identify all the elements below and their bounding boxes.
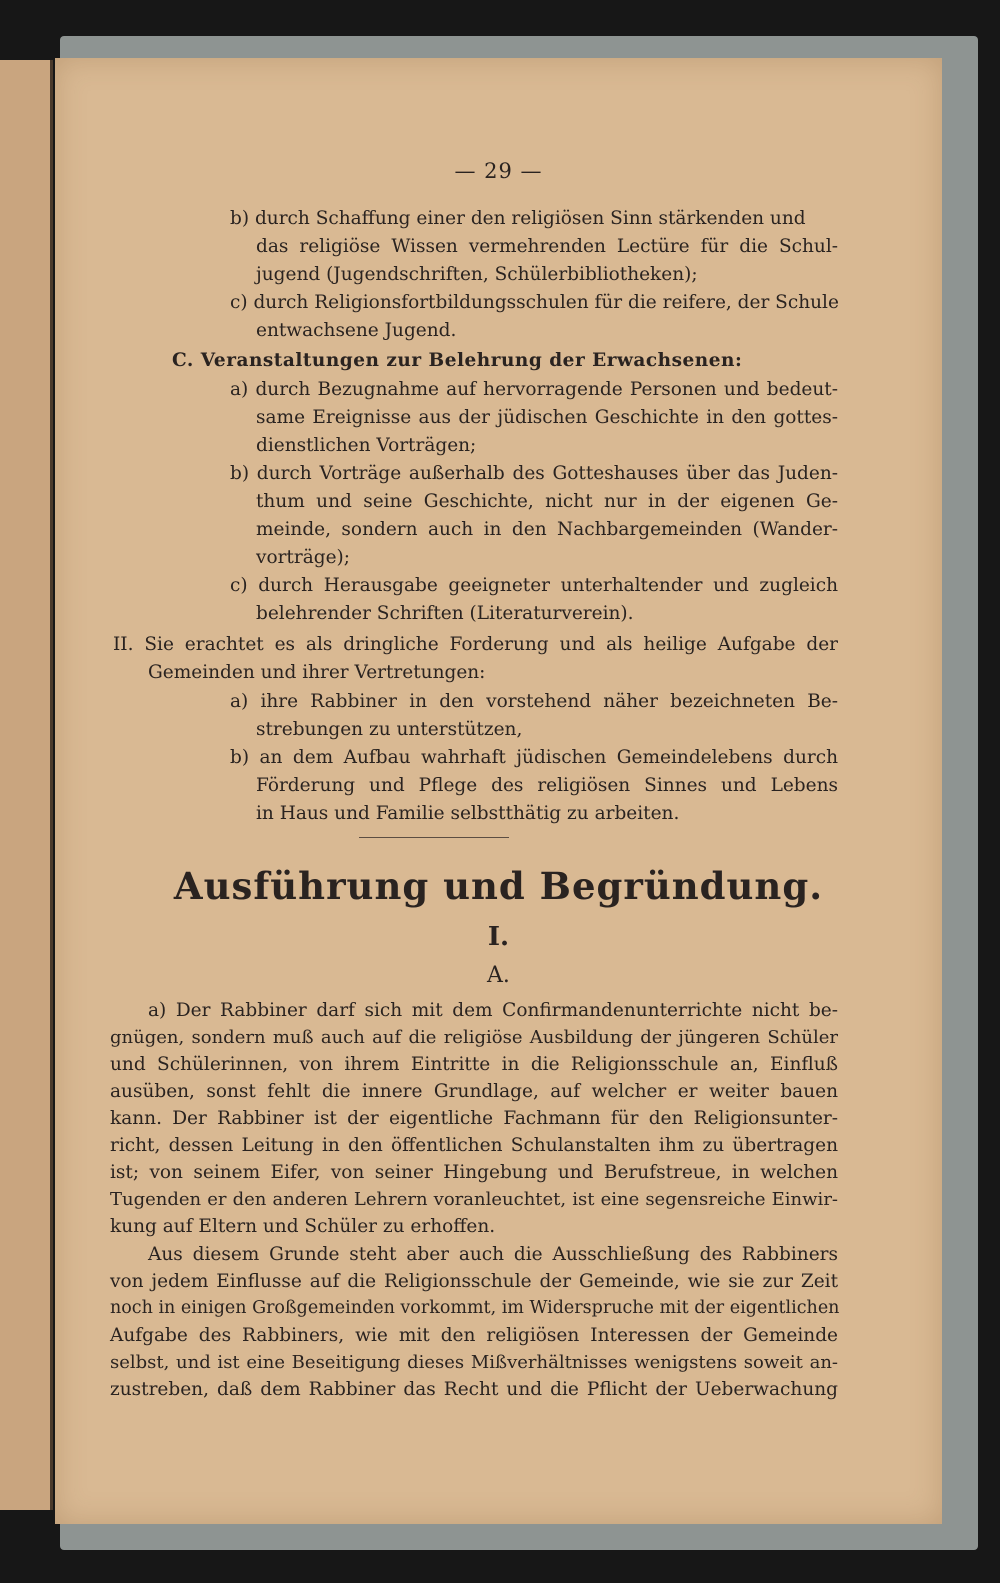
text-line: ausüben, sonst fehlt die innere Grundlage, auf welcher er weiter bauen — [110, 1081, 838, 1102]
text-line: in Haus und Familie selbstthätig zu arbeiten. — [256, 803, 680, 824]
page-number: — 29 — — [454, 159, 543, 183]
chapter-title: Ausführung und Begründung. — [173, 864, 824, 908]
text-line: selbst, und ist eine Beseitigung dieses Mißverhältnisses wenigstens soweit an- — [110, 1352, 838, 1373]
text-line: c) durch Herausgabe geeigneter unterhaltender und zugleich — [230, 575, 838, 596]
text-line: noch in einigen Großgemeinden vorkommt, im Widerspruche mit der eigentlichen — [110, 1298, 840, 1318]
text-line: von jedem Einflusse auf die Religionsschule der Gemeinde, wie sie zur Zeit — [110, 1271, 838, 1292]
text-line: entwachsene Jugend. — [256, 320, 457, 341]
section-heading-c: C. Veranstaltungen zur Belehrung der Erwachsenen: — [172, 350, 743, 371]
text-line: kung auf Eltern und Schüler zu erhoffen. — [110, 1216, 496, 1237]
text-line: a) durch Bezugnahme auf hervorragende Personen und bedeut- — [230, 379, 838, 400]
text-line: same Ereignisse aus der jüdischen Geschichte in den gottes- — [256, 407, 838, 428]
text-line: gnügen, sondern muß auch auf die religiöse Ausbildung der jüngeren Schüler — [110, 1027, 838, 1048]
text-line: meinde, sondern auch in den Nachbargemeinden (Wander- — [256, 519, 838, 540]
text-line: belehrender Schriften (Literaturverein). — [256, 603, 634, 624]
section-divider — [359, 837, 509, 838]
roman-numeral-heading: I. — [487, 922, 510, 952]
left-page-edge — [0, 60, 53, 1510]
text-line: Aufgabe des Rabbiners, wie mit den religiösen Interessen der Gemeinde — [110, 1325, 838, 1346]
section-a-heading: A. — [487, 963, 510, 988]
text-line: Gemeinden und ihrer Vertretungen: — [148, 662, 486, 683]
text-line: a) ihre Rabbiner in den vorstehend näher bezeichneten Be- — [230, 691, 838, 712]
text-line: richt, dessen Leitung in den öffentlichen Schulanstalten ihm zu übertragen — [110, 1135, 838, 1156]
text-line: b) durch Schaffung einer den religiösen Sinn stärkenden und — [230, 208, 806, 229]
text-line: b) an dem Aufbau wahrhaft jüdischen Gemeindelebens durch — [230, 747, 838, 768]
text-line: Förderung und Pflege des religiösen Sinnes und Lebens — [256, 775, 838, 796]
text-line: das religiöse Wissen vermehrenden Lectüre für die Schul- — [256, 236, 838, 257]
book-page — [55, 58, 942, 1524]
text-line: a) Der Rabbiner darf sich mit dem Confirmandenunterrichte nicht be- — [148, 1000, 838, 1021]
text-line: Tugenden er den anderen Lehrern voranleuchtet, ist eine segensreiche Einwir- — [110, 1189, 838, 1210]
text-line: kann. Der Rabbiner ist der eigentliche Fachmann für den Religionsunter- — [110, 1108, 838, 1129]
text-line: Aus diesem Grunde steht aber auch die Ausschließung des Rabbiners — [148, 1244, 838, 1265]
text-line: strebungen zu unterstützen, — [256, 719, 523, 740]
text-line: vorträge); — [256, 547, 350, 568]
text-line: jugend (Jugendschriften, Schülerbibliotheken); — [256, 264, 698, 285]
text-line: zustreben, daß dem Rabbiner das Recht und die Pflicht der Ueberwachung — [110, 1379, 838, 1400]
text-line: b) durch Vorträge außerhalb des Gotteshauses über das Juden- — [230, 463, 838, 484]
text-line: c) durch Religionsfortbildungsschulen für die reifere, der Schule — [230, 292, 839, 313]
text-line: und Schülerinnen, von ihrem Eintritte in die Religionsschule an, Einfluß — [110, 1054, 838, 1075]
text-line: II. Sie erachtet es als dringliche Forderung und als heilige Aufgabe der — [113, 634, 838, 655]
text-line: dienstlichen Vorträgen; — [256, 435, 477, 456]
text-line: thum und seine Geschichte, nicht nur in der eigenen Ge- — [256, 491, 838, 512]
text-line: ist; von seinem Eifer, von seiner Hingebung und Berufstreue, in welchen — [110, 1162, 838, 1183]
